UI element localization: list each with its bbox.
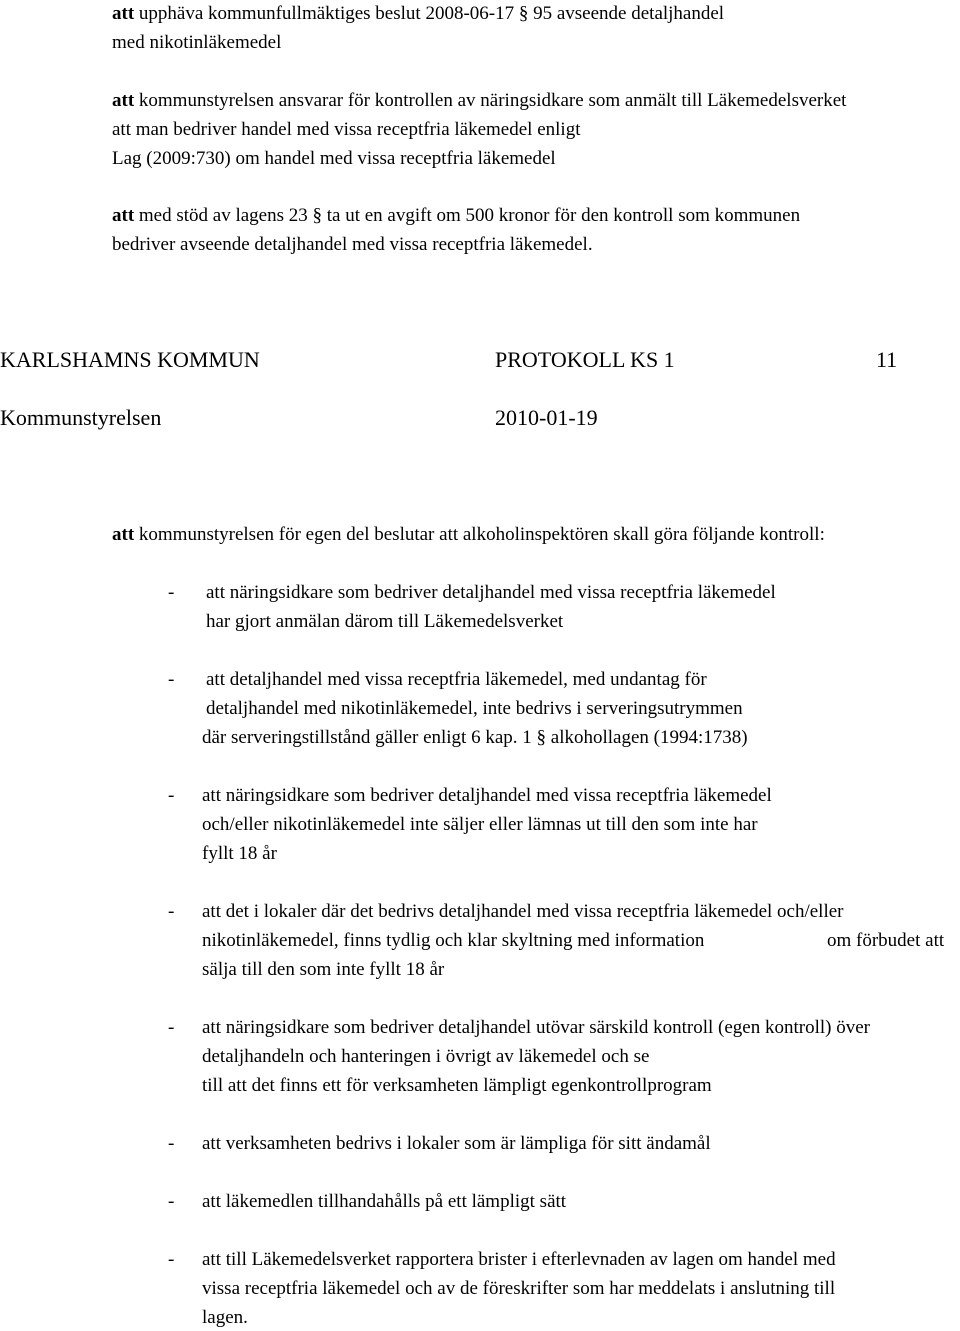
list-item-4-line-2b: om förbudet att [827,930,945,951]
list-item-8-line-2: vissa receptfria läkemedel och av de föreskrifter som har meddelats i anslutning till [202,1278,836,1299]
list-item-6-line-1: att verksamheten bedrivs i lokaler som är lämpliga för sitt ändamål [202,1133,711,1154]
intro-item-1-text: upphäva kommunfullmäktiges beslut 2008-06-17 § 95 avseende detaljhandel [138,3,725,24]
list-dash: - [168,669,175,690]
list-dash: - [168,1017,175,1038]
list-item-8-line-3: lagen. [202,1307,248,1328]
list-item-3-line-2: och/eller nikotinläkemedel inte säljer eller lämnas ut till den som inte har [202,814,758,835]
decision-line [112,523,825,547]
list-dash: - [168,1133,175,1154]
list-dash: - [168,1249,175,1270]
att-keyword: att [112,205,135,226]
list-item-4-line-2a: nikotinläkemedel, finns tydlig och klar skyltning med information [202,930,705,951]
list-item-8-line-1: att till Läkemedelsverket rapportera brister i efterlevnaden av lagen om handel med [202,1249,836,1270]
page-number: 11 [876,347,898,372]
list-dash: - [168,901,175,922]
intro-item-2-text: kommunstyrelsen ansvarar för kontrollen av näringsidkare som anmält till Läkemedelsverket [138,90,847,111]
intro-item-3-line-1 [112,204,800,228]
att-keyword: att [112,90,135,111]
intro-item-1-line-2: med nikotinläkemedel [112,32,282,53]
list-item-1-line-2: har gjort anmälan därom till Läkemedelsverket [206,611,564,632]
decision-text: kommunstyrelsen för egen del beslutar att alkoholinspektören skall göra följande kontroll: [138,524,825,545]
body-name: Kommunstyrelsen [0,405,162,430]
list-dash: - [168,582,175,603]
municipality-name: KARLSHAMNS KOMMUN [0,347,260,372]
list-item-1-line-1: att näringsidkare som bedriver detaljhandel med vissa receptfria läkemedel [206,582,776,603]
att-keyword: att [112,524,135,545]
list-item-3-line-1: att näringsidkare som bedriver detaljhandel med vissa receptfria läkemedel [202,785,772,806]
list-item-2-line-3: där serveringstillstånd gäller enligt 6 kap. 1 § alkohollagen (1994:1738) [202,727,748,748]
list-item-2-line-2: detaljhandel med nikotinläkemedel, inte bedrivs i serveringsutrymmen [206,698,743,719]
list-item-5-line-2: detaljhandeln och hanteringen i övrigt av läkemedel och se [202,1046,650,1067]
list-dash: - [168,1191,175,1212]
list-item-7-line-1: att läkemedlen tillhandahålls på ett lämpligt sätt [202,1191,567,1212]
protocol-date: 2010-01-19 [495,405,598,430]
list-item-3-line-3: fyllt 18 år [202,843,277,864]
att-keyword: att [112,3,135,24]
intro-item-3-text: med stöd av lagens 23 § ta ut en avgift om 500 kronor för den kontroll som kommunen [138,205,801,226]
list-item-4-line-3: sälja till den som inte fyllt 18 år [202,959,445,980]
list-dash: - [168,785,175,806]
intro-item-2-line-3: Lag (2009:730) om handel med vissa receptfria läkemedel [112,148,556,169]
list-item-5-line-1: att näringsidkare som bedriver detaljhandel utövar särskild kontroll (egen kontroll) över [202,1017,870,1038]
list-item-4-line-1: att det i lokaler där det bedrivs detaljhandel med vissa receptfria läkemedel och/eller [202,901,844,922]
intro-item-2-line-1 [112,89,846,113]
intro-item-2-line-2: att man bedriver handel med vissa receptfria läkemedel enligt [112,119,581,140]
protocol-title: PROTOKOLL KS 1 [495,347,675,372]
list-item-5-line-3: till att det finns ett för verksamheten lämpligt egenkontrollprogram [202,1075,712,1096]
intro-item-1-line-1 [112,2,724,26]
list-item-2-line-1: att detaljhandel med vissa receptfria läkemedel, med undantag för [206,669,707,690]
intro-item-3-line-2: bedriver avseende detaljhandel med vissa receptfria läkemedel. [112,234,593,255]
